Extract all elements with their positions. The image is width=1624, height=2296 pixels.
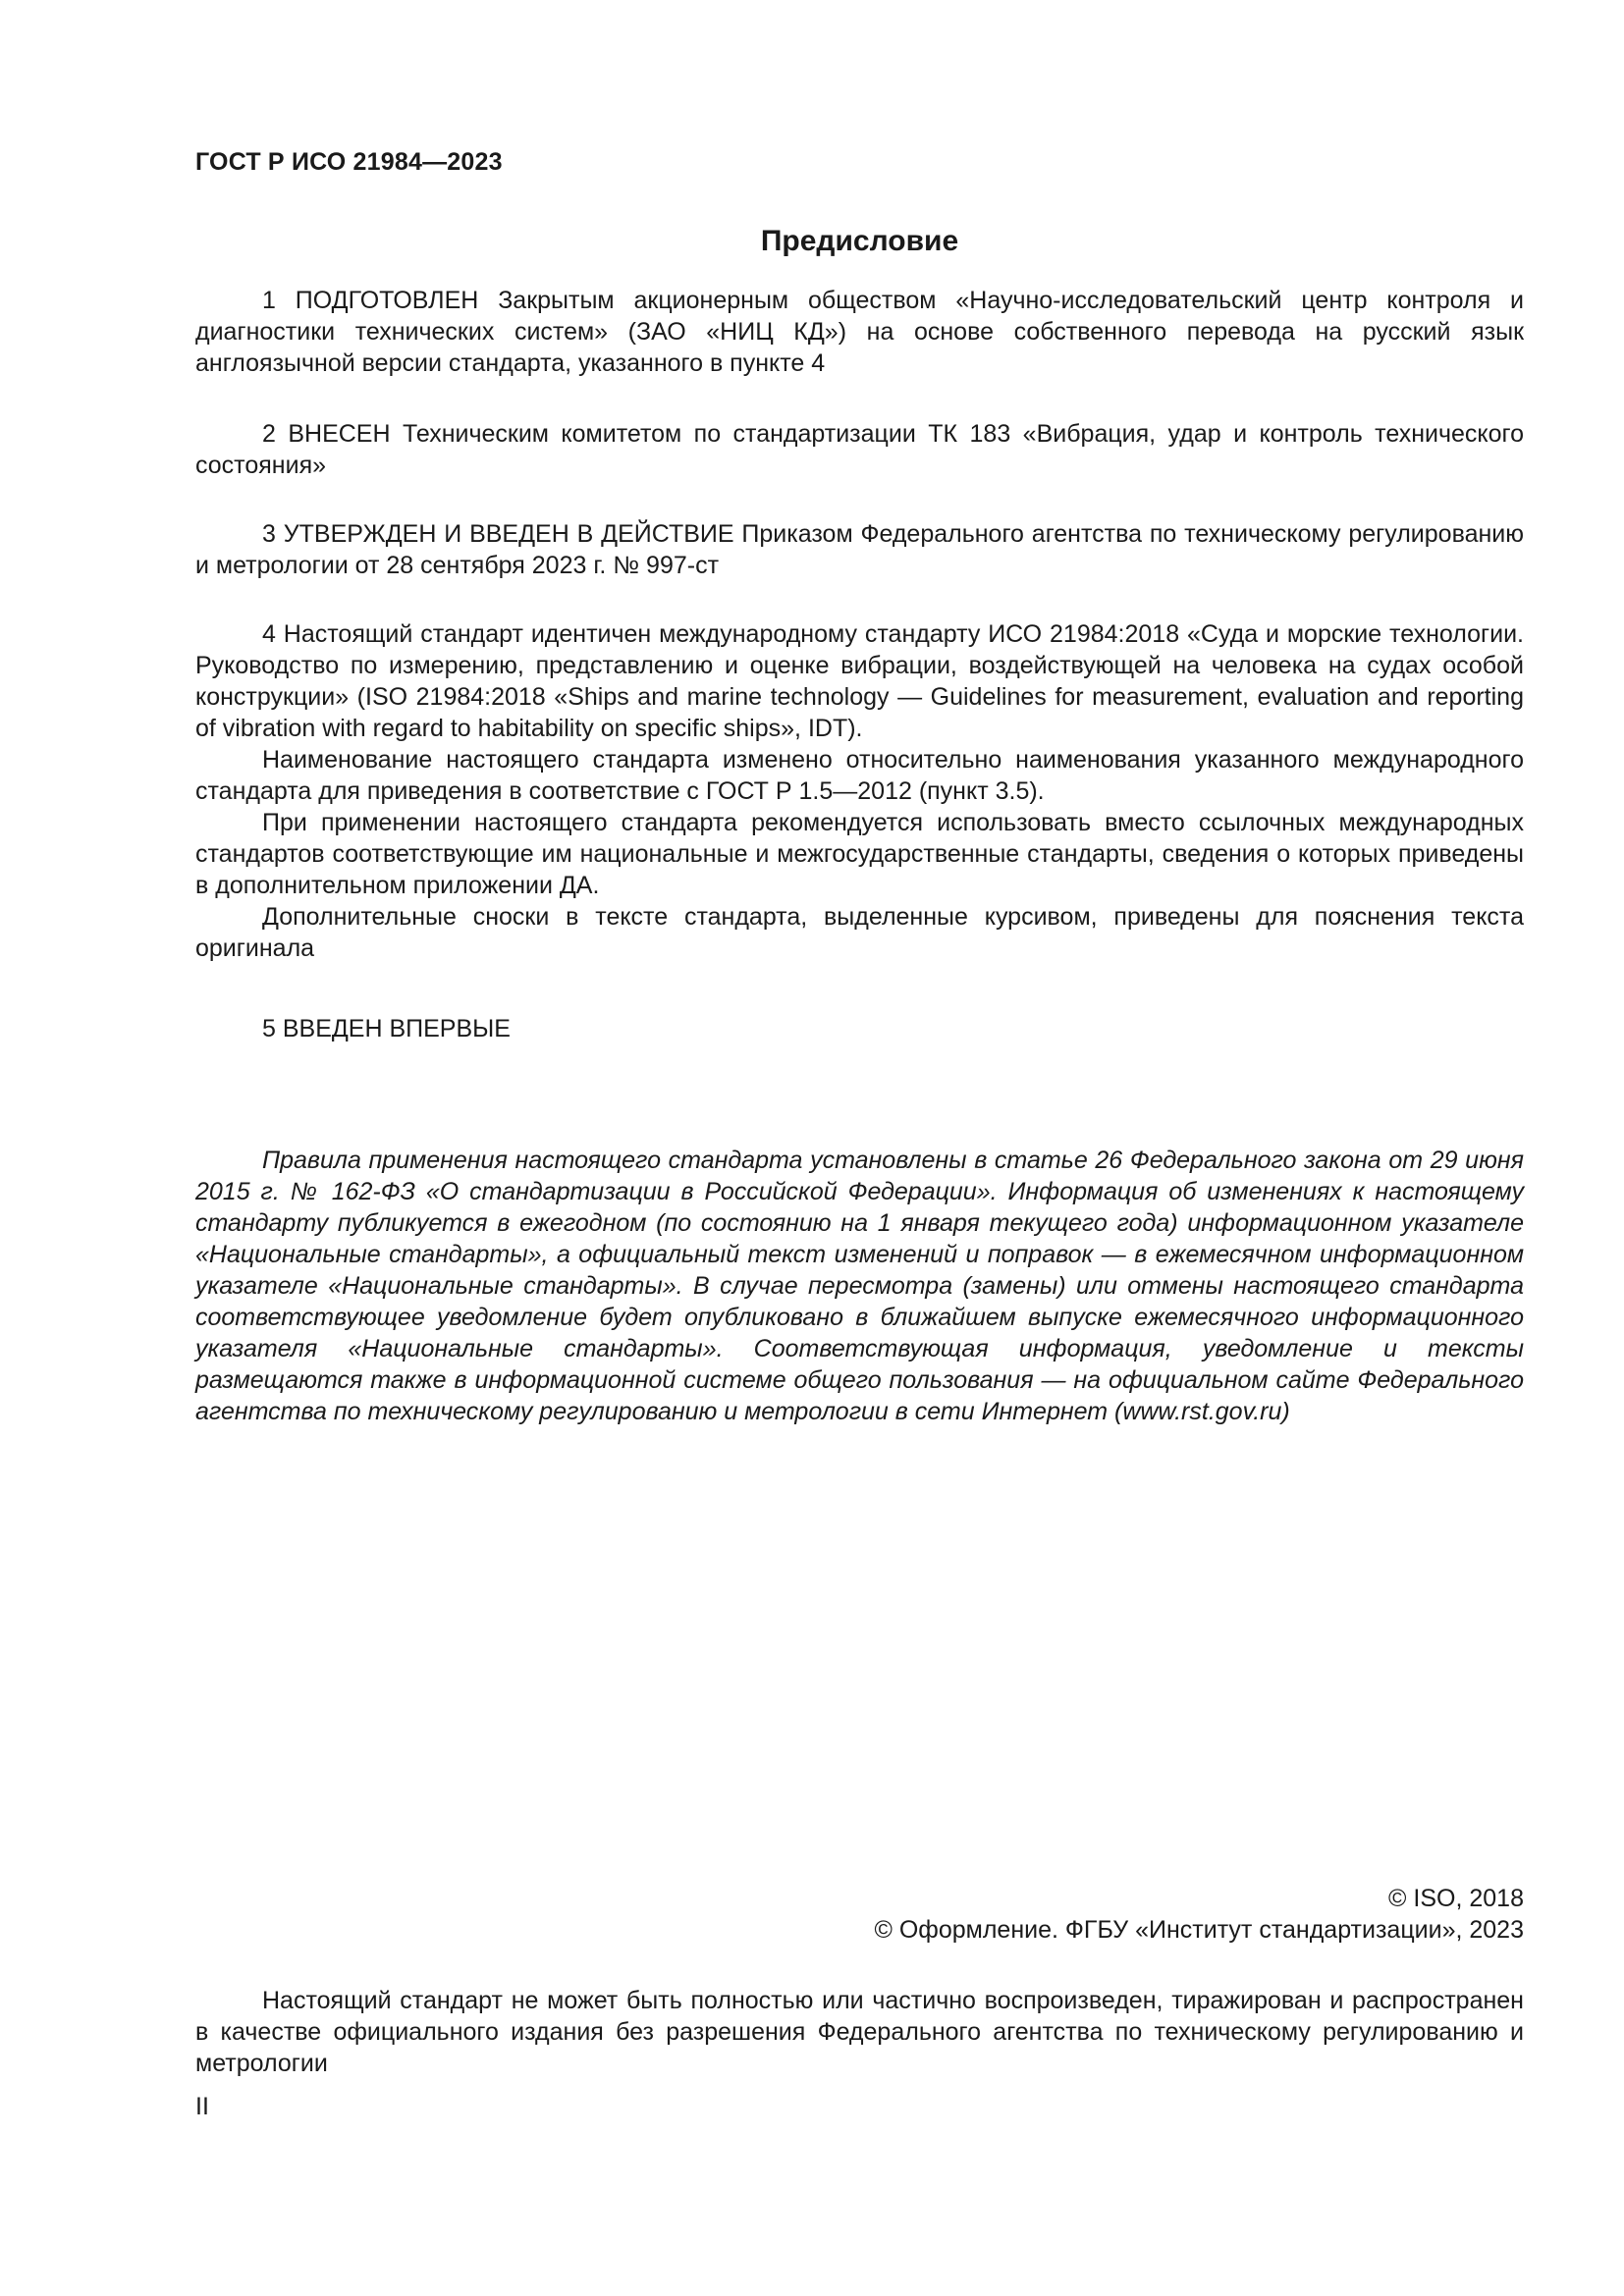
preface-item-4-text: 4 Настоящий стандарт идентичен международному стандарту ИСО 21984:2018 «Суда и морские технологии. Руководство по измерению, представлению и оценке вибрации, воздействующей на человека на судах особой конструкции» (ISO 21984:2018 «Ships and marine technology — Guidelines for measurement, evaluation and reporting of vibration with regard to habitability on specific ships», IDT). [195,620,1524,742]
preface-item-1 [195,285,1524,379]
preface-title: Предисловие [760,225,959,257]
rules-notice [195,1145,1524,1427]
reproduction-notice [195,1985,1524,2079]
copyright-design: © Оформление. ФГБУ «Институт стандартизации», 2023 [874,1916,1524,1944]
preface-item-4-paragraph-2: Наименование настоящего стандарта изменено относительно наименования указанного международного стандарта для приведения в соответствие с ГОСТ Р 1.5—2012 (пункт 3.5). [195,746,1524,805]
preface-item-2-text: 2 ВНЕСЕН Техническим комитетом по стандартизации ТК 183 «Вибрация, удар и контроль технического состояния» [195,420,1524,479]
document-code: ГОСТ Р ИСО 21984—2023 [195,148,503,176]
copyright-block [195,1883,1524,1946]
preface-item-5-text: 5 ВВЕДЕН ВПЕРВЫЕ [262,1015,511,1042]
rules-notice-text: Правила применения настоящего стандарта установлены в статье 26 Федерального закона от 29 июня 2015 г. № 162-ФЗ «О стандартизации в Российской Федерации». Информация об изменениях к настоящему стандарту публикуется в ежегодном (по состоянию на 1 января текущего года) информационном указателе «Национальные стандарты», а официальный текст изменений и поправок — в ежемесячном информационном указателе «Национальные стандарты». В случае пересмотра (замены) или отмены настоящего стандарта соответствующее уведомление будет опубликовано в ближайшем выпуске ежемесячного информационного указателя «Национальные стандарты». Соответствующая информация, уведомление и тексты размещаются также в информационной системе общего пользования — на официальном сайте Федерального агентства по техническому регулированию и метрологии в сети Интернет (www.rst.gov.ru) [195,1147,1524,1425]
preface-item-4-paragraph-3: При применении настоящего стандарта рекомендуется использовать вместо ссылочных международных стандартов соответствующие им национальные и межгосударственные стандарты, сведения о которых приведены в дополнительном приложении ДА. [195,809,1524,899]
page-number: II [195,2093,209,2120]
preface-item-4 [195,618,1524,964]
preface-item-5 [195,1013,1524,1044]
preface-item-2 [195,418,1524,481]
copyright-iso: © ISO, 2018 [1388,1885,1524,1912]
preface-item-1-text: 1 ПОДГОТОВЛЕН Закрытым акционерным обществом «Научно-исследовательский центр контроля и диагностики технических систем» (ЗАО «НИЦ КД») на основе собственного перевода на русский язык англоязычной версии стандарта, указанного в пункте 4 [195,287,1524,377]
preface-item-3-text: 3 УТВЕРЖДЕН И ВВЕДЕН В ДЕЙСТВИЕ Приказом Федерального агентства по техническому регулированию и метрологии от 28 сентября 2023 г. № 997-ст [195,520,1524,579]
reproduction-notice-text: Настоящий стандарт не может быть полностью или частично воспроизведен, тиражирован и распространен в качестве официального издания без разрешения Федерального агентства по техническому регулированию и метрологии [195,1987,1524,2077]
preface-item-4-paragraph-4: Дополнительные сноски в тексте стандарта, выделенные курсивом, приведены для пояснения текста оригинала [195,903,1524,962]
preface-item-3 [195,518,1524,581]
